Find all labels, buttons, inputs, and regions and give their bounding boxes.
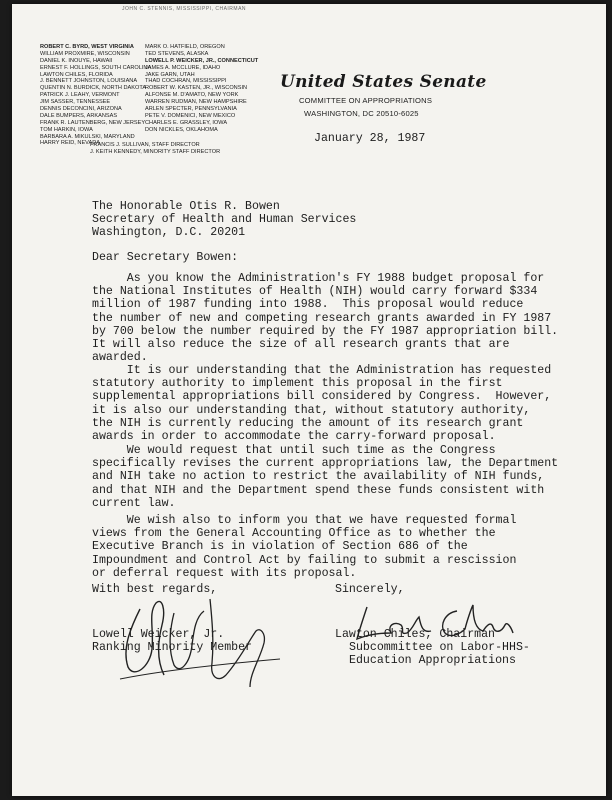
handwritten-signature-chiles [347,599,527,649]
signer-title: Subcommittee on Labor-HHS- [349,641,530,655]
member-name: JIM SASSER, TENNESSEE [40,99,111,106]
member-name: ALFONSE M. D'AMATO, NEW YORK [145,92,239,99]
member-name: QUENTIN N. BURDICK, NORTH DAKOTA [40,85,147,92]
member-name: HARRY REID, NEVADA [40,140,100,147]
member-name: WILLIAM PROXMIRE, WISCONSIN [40,50,130,57]
member-name: TOM HARKIN, IOWA [40,126,93,133]
signer-name: Lowell Weicker, Jr. [92,628,225,641]
closing-left: With best regards, [92,583,218,596]
member-name: ROBERT C. BYRD, WEST VIRGINIA [40,44,134,50]
body-paragraph-4: We wish also to inform you that we have requested formal views from the General Accounting Office as to whether the Executive Branch is in violation of Section 686 of the Impoundment and Control Act by failing to submit a rescission or deferral request with its proposal. [92,514,517,580]
body-paragraph-3: We would request that until such time as the Congress specifically revises the current appropriations law, the Department and NIH take no action to restrict the availability of NIH funds, and that NIH and the Department spend these funds consistent with current law. [92,444,559,510]
member-name: JAMES A. MCCLURE, IDAHO [145,64,221,71]
member-name: ARLEN SPECTER, PENNSYLVANIA [145,106,237,113]
committee-name: COMMITTEE ON APPROPRIATIONS [299,96,433,105]
member-name: PETE V. DOMENICI, NEW MEXICO [145,112,236,119]
member-name: ROBERT W. KASTEN, JR., WISCONSIN [145,85,248,92]
chairman-line: JOHN C. STENNIS, MISSISSIPPI, CHAIRMAN [122,6,247,12]
member-name: THAD COCHRAN, MISSISSIPPI [145,78,227,85]
committee-address: WASHINGTON, DC 20510-6025 [304,109,419,118]
signer-title: Ranking Minority Member [92,641,253,655]
member-name: DENNIS DECONCINI, ARIZONA [40,106,122,113]
member-name: BARBARA A. MIKULSKI, MARYLAND [40,133,135,140]
member-name: JAKE GARN, UTAH [145,71,195,78]
member-name: FRANK R. LAUTENBERG, NEW JERSEY [40,119,146,126]
member-name: CHARLES E. GRASSLEY, IOWA [145,119,228,126]
body-paragraph-1: As you know the Administration's FY 1988 budget proposal for the National Institutes of Health (NIH) would carry forward $334 million of 1987 funding into 1988. This proposal would reduce the number of new and competing research grants awarded in FY 1987 by 700 below the number required by the FY 1987 appropriation bill. It will also reduce the size of all research grants that are awarded. [92,272,559,365]
signer-name: Lawton Chiles, Chairman [335,628,496,641]
staff-director: FRANCIS J. SULLIVAN, STAFF DIRECTOR [90,142,200,148]
salutation: Dear Secretary Bowen: [92,251,239,264]
member-name: WARREN RUDMAN, NEW HAMPSHIRE [145,99,247,106]
member-name: LAWTON CHILES, FLORIDA [40,71,113,78]
member-name: PATRICK J. LEAHY, VERMONT [40,92,120,99]
letter-date: January 28, 1987 [314,132,426,145]
member-name: DANIEL K. INOUYE, HAWAII [40,57,113,64]
addressee-line: The Honorable Otis R. Bowen [92,200,280,213]
member-name: LOWELL P. WEICKER, JR., CONNECTICUT [145,57,259,64]
senate-name-logo: United States Senate [280,72,487,92]
handwritten-signature-weicker [100,579,300,699]
staff-list [90,142,220,156]
member-name: J. BENNETT JOHNSTON, LOUISIANA [40,78,138,85]
letter-page [12,4,606,796]
body-paragraph-2: It is our understanding that the Administration has requested statutory authority to implement this proposal in the first supplemental appropriations bill considered by Congress. However, it is also our understanding that, without statutory authority, the NIH is currently reducing the amount of its research grant awards in order to accommodate the carry-forward proposal. [92,364,552,444]
members-list-left [40,44,151,147]
addressee-line: Washington, D.C. 20201 [92,226,246,240]
minority-staff-director: J. KEITH KENNEDY, MINORITY STAFF DIRECTOR [90,148,221,155]
members-list-right [145,44,258,134]
addressee-line: Secretary of Health and Human Services [92,213,357,227]
member-name: ERNEST F. HOLLINGS, SOUTH CAROLINA [40,64,152,71]
member-name: DON NICKLES, OKLAHOMA [145,126,218,133]
member-name: DALE BUMPERS, ARKANSAS [40,112,118,119]
addressee-block [92,200,356,240]
member-name: TED STEVENS, ALASKA [145,50,209,57]
member-name: MARK O. HATFIELD, OREGON [145,44,225,50]
signer-title: Education Appropriations [349,654,516,668]
closing-right: Sincerely, [335,583,405,596]
